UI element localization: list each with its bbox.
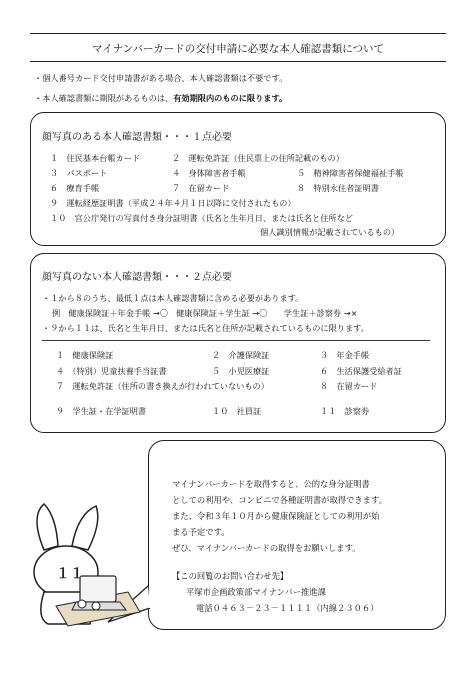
page-title: マイナンバーカードの交付申請に必要な本人確認書類について xyxy=(91,43,385,55)
nophoto-item: ２ 介護保険証 xyxy=(212,350,270,360)
contact-heading: 【この回覧のお問い合わせ先】 xyxy=(172,571,289,581)
message-line: まる予定です。 xyxy=(172,527,230,537)
nophoto-item: ７ 運転免許証（住所の書き換えが行われていないもの） xyxy=(56,381,269,391)
nophoto-rule: ・９から１１は、氏名と生年月日、または氏名と住所が記載されているものに限ります。 xyxy=(42,323,369,333)
nophoto-item: ４ （特別）児童扶養手当証書 xyxy=(56,366,167,376)
nophoto-item: ９ 学生証・在学証明書 xyxy=(56,406,147,416)
nophoto-separator xyxy=(42,340,430,341)
nophoto-item: ６ 生活保護受給者証 xyxy=(320,366,402,376)
title-rule-bottom xyxy=(30,61,446,62)
nophoto-item: ３ 年金手帳 xyxy=(320,350,370,360)
message-line: ぜひ、マイナンバーカードの取得をお願いします。 xyxy=(172,543,361,553)
nophoto-example: 例 健康保険証＋年金手帳 →〇 健康保険証＋学生証 →〇 学生証＋診察券 →× xyxy=(52,308,358,318)
nophoto-item: １ 健康保険証 xyxy=(56,350,114,360)
photo-id-item: １ 住民基本台帳カード xyxy=(50,153,141,163)
photo-id-item: ８ 特別永住者証明書 xyxy=(297,183,379,193)
photo-id-item: ７ 在留カード xyxy=(172,183,230,193)
nophoto-id-heading: 顔写真のない本人確認書類・・・２点必要 xyxy=(42,272,232,283)
photo-id-item: ９ 運転経歴証明書（平成２４年４月１日以降に交付されたもの） xyxy=(50,198,296,208)
message-line: マイナンバーカードを取得すると、公的な身分証明書 xyxy=(172,479,370,489)
note-validity: ・本人確認書類に期限があるものは、有効期限内のものに限ります。 xyxy=(34,93,288,103)
nophoto-item: ５ 小児医療証 xyxy=(212,366,270,376)
photo-id-heading: 顔写真のある本人確認書類・・・１点必要 xyxy=(42,132,232,143)
nophoto-item: １０ 社員証 xyxy=(212,406,262,416)
contact-phone: 電話０４６３－２３－１１１１（内線２３０６） xyxy=(196,603,379,613)
photo-id-item: ４ 身体障害者手帳 xyxy=(172,168,246,178)
photo-id-item: ２ 運転免許証（住民票上の住所記載のもの） xyxy=(172,153,344,163)
photo-id-item: ５ 精神障害者保健福祉手帳 xyxy=(297,168,404,178)
note-no-id-needed: ・個人番号カード交付申請書がある場合、本人確認書類は不要です。 xyxy=(34,73,288,83)
photo-id-item: ３ パスポート xyxy=(50,168,108,178)
nophoto-rule: ・１から８のうち、最低１点は本人確認書類に含める必要があります。 xyxy=(42,293,304,303)
title-rule-top xyxy=(30,33,446,34)
photo-id-item: ６ 療育手帳 xyxy=(50,183,100,193)
mascot-eyes: １１ xyxy=(56,566,84,582)
message-line: としての利用や、コンビニで各種証明書が取得できます。 xyxy=(172,495,387,505)
nophoto-item: １１ 診察券 xyxy=(320,406,370,416)
mascot-illustration xyxy=(22,498,142,630)
contact-department: 平塚市企画政策部マイナンバー推進課 xyxy=(186,587,326,597)
nophoto-item: ８ 在留カード xyxy=(320,381,378,391)
photo-id-item: １０ 官公庁発行の写真付き身分証明書（氏名と生年月日、または氏名と住所など xyxy=(50,213,353,223)
photo-id-item: 個人識別情報が記載されているもの） xyxy=(260,227,400,237)
message-line: また、令和３年１０月から健康保険証としての利用が始 xyxy=(172,511,380,521)
